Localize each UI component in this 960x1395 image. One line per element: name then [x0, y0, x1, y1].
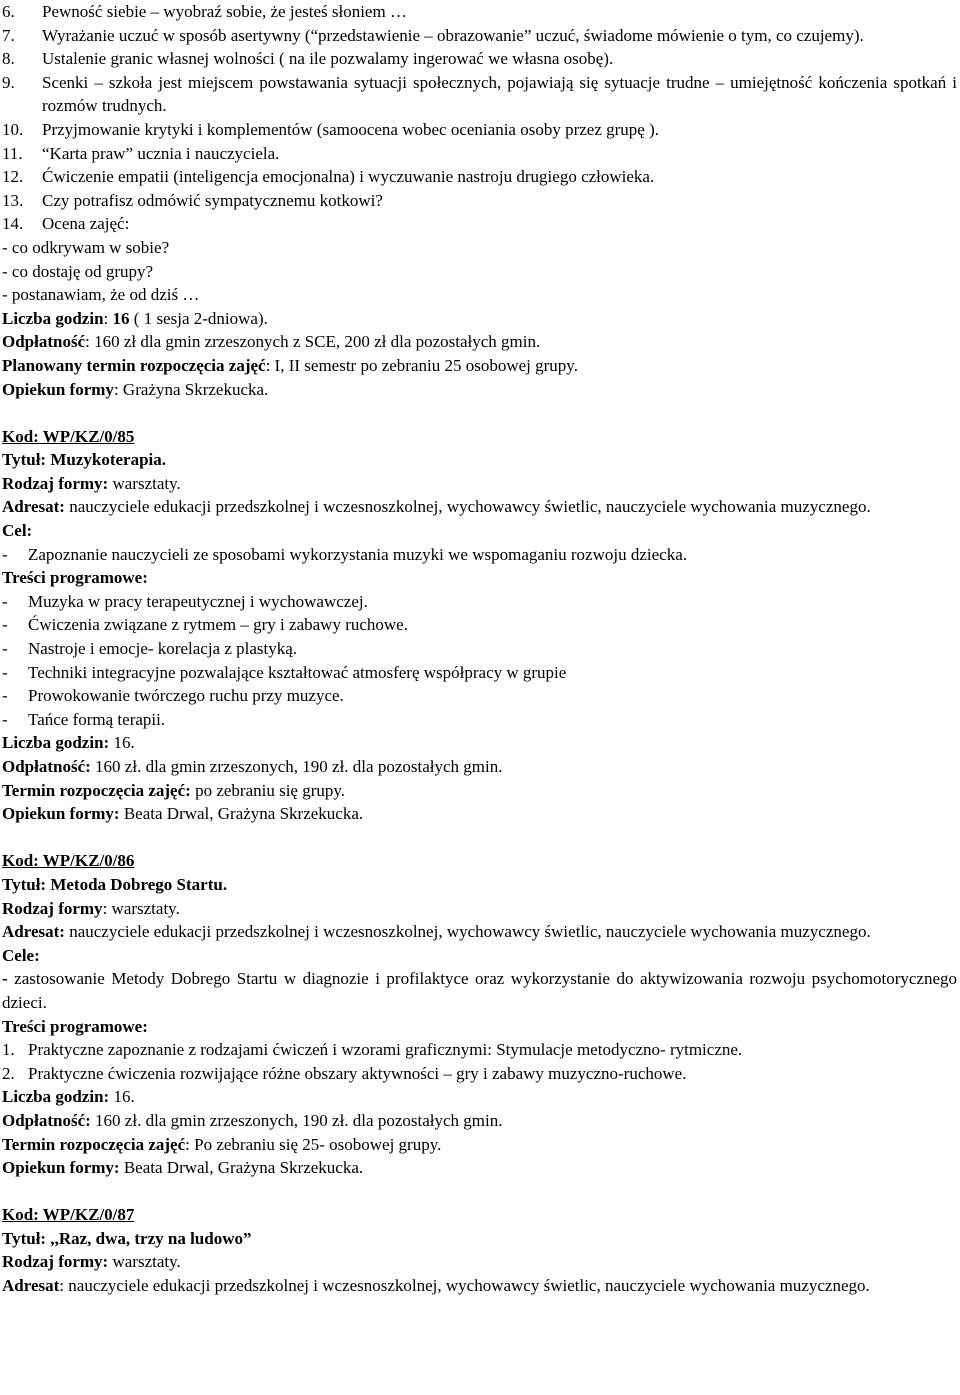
list-item: 12. Ćwiczenie empatii (inteligencja emocjonalna) i wyczuwanie nastroju drugiego człowieka.: [2, 167, 655, 187]
course-type: Rodzaj formy: warsztaty.: [2, 898, 180, 918]
list-item: 6. Pewność siebie – wyobraź sobie, że jesteś słoniem …: [2, 2, 407, 21]
tutor-line: Opiekun formy: Beata Drwal, Grażyna Skrzekucka.: [2, 1158, 364, 1178]
content-item: - Techniki integracyjne pozwalające kształtować atmosferę współpracy w grupie: [2, 662, 567, 682]
goal-label: Cel:: [2, 521, 33, 541]
content-item: - Muzyka w pracy terapeutycznej i wychowawczej.: [2, 591, 368, 611]
content-item: - Prowokowanie twórczego ruchu przy muzyce.: [2, 686, 344, 706]
course-addressee: Adresat: nauczyciele edukacji przedszkolnej i wczesnoszkolnej, wychowawcy świetlic, nauczyciele wychowania muzycznego.: [2, 497, 871, 517]
content-item: - Tańce formą terapii.: [2, 709, 166, 729]
course-code: Kod: WP/KZ/0/87: [2, 1205, 135, 1225]
spacer: [2, 1180, 957, 1204]
start-line: Planowany termin rozpoczęcia zajęć: I, II semestr po zebraniu 25 osobowej grupy.: [2, 355, 578, 375]
course-title: Tytuł: Muzykoterapia.: [2, 450, 167, 470]
evaluation-list: [2, 236, 957, 307]
evaluation-item: - co dostaję od grupy?: [2, 261, 154, 281]
goal-item: - Zapoznanie nauczycieli ze sposobami wykorzystania muzyki we wspomaganiu rozwoju dziecka.: [2, 544, 687, 564]
hours-line: Liczba godzin: 16.: [2, 733, 135, 753]
course-type: Rodzaj formy: warsztaty.: [2, 473, 181, 493]
fee-line: Odpłatność: 160 zł. dla gmin zrzeszonych, 190 zł. dla pozostałych gmin.: [2, 1110, 503, 1130]
content-label: Treści programowe:: [2, 1016, 148, 1036]
course-addressee: Adresat: nauczyciele edukacji przedszkolnej i wczesnoszkolnej, wychowawcy świetlic, nauczyciele wychowania muzycznego.: [2, 922, 871, 942]
tutor-line: Opiekun formy: Beata Drwal, Grażyna Skrzekucka.: [2, 804, 364, 824]
content-item: 1. Praktyczne zapoznanie z rodzajami ćwiczeń i wzorami graficznymi: Stymulacje metodyczno- rytmiczne.: [2, 1040, 743, 1060]
fee-line: Odpłatność: 160 zł dla gmin zrzeszonych z SCE, 200 zł dla pozostałych gmin.: [2, 332, 541, 352]
goal-item: - zastosowanie Metody Dobrego Startu w diagnozie i profilaktyce oraz wykorzystanie do aktywizowania rozwoju psychomotorycznego dzieci.: [2, 969, 957, 1012]
list-item: 13. Czy potrafisz odmówić sympatycznemu kotkowi?: [2, 190, 383, 210]
fee-line: Odpłatność: 160 zł. dla gmin zrzeszonych, 190 zł. dla pozostałych gmin.: [2, 757, 503, 776]
course-86: [2, 849, 957, 1179]
course-85: [2, 425, 957, 826]
course-code: Kod: WP/KZ/0/85: [2, 426, 135, 446]
content-label: Treści programowe:: [2, 568, 148, 588]
hours-line: Liczba godzin: 16 ( 1 sesja 2-dniowa).: [2, 308, 268, 328]
course-title: Tytuł: ,,Raz, dwa, trzy na ludowo”: [2, 1228, 252, 1248]
goal-label: Cele:: [2, 945, 40, 965]
list-item: 11. “Karta praw” ucznia i nauczyciela.: [2, 143, 280, 163]
content-item: - Nastroje i emocje- korelacja z plastyką.: [2, 639, 298, 659]
spacer: [2, 826, 957, 850]
content-item: 2. Praktyczne ćwiczenia rozwijające różne obszary aktywności – gry i zabawy muzyczno-ruchowe.: [2, 1063, 687, 1083]
course-87: [2, 1203, 957, 1297]
list-item: 10. Przyjmowanie krytyki i komplementów (samoocena wobec oceniania osoby przez grupę ).: [2, 119, 659, 139]
evaluation-item: - co odkrywam w sobie?: [2, 237, 170, 257]
evaluation-item: - postanawiam, że od dziś …: [2, 285, 200, 305]
course-title: Tytuł: Metoda Dobrego Startu.: [2, 874, 228, 894]
top-numbered-list: [2, 0, 957, 236]
tutor-line: Opiekun formy: Grażyna Skrzekucka.: [2, 379, 269, 399]
hours-line: Liczba godzin: 16.: [2, 1087, 135, 1107]
course-type: Rodzaj formy: warsztaty.: [2, 1252, 181, 1272]
list-item: 7. Wyrażanie uczuć w sposób asertywny (“przedstawienie – obrazowanie” uczuć, świadome mówienie o tym, co czujemy).: [2, 25, 864, 45]
start-line: Termin rozpoczęcia zajęć: Po zebraniu się 25- osobowej grupy.: [2, 1134, 442, 1154]
list-item: 8. Ustalenie granic własnej wolności ( na ile pozwalamy ingerować we własna osobę).: [2, 49, 614, 69]
start-line: Termin rozpoczęcia zajęć: po zebraniu się grupy.: [2, 780, 346, 800]
content-item: - Ćwiczenia związane z rytmem – gry i zabawy ruchowe.: [2, 615, 408, 635]
list-item: 14. Ocena zajęć:: [2, 214, 130, 234]
course-code: Kod: WP/KZ/0/86: [2, 851, 135, 871]
course-addressee: Adresat: nauczyciele edukacji przedszkolnej i wczesnoszkolnej, wychowawcy świetlic, nauczyciele wychowania muzycznego.: [2, 1276, 870, 1296]
spacer: [2, 401, 957, 425]
list-item: 9. Scenki – szkoła jest miejscem powstawania sytuacji społecznych, pojawiają się sytuacje trudne – umiejętność kończenia spotkań i rozmów trudnych.: [2, 72, 957, 116]
